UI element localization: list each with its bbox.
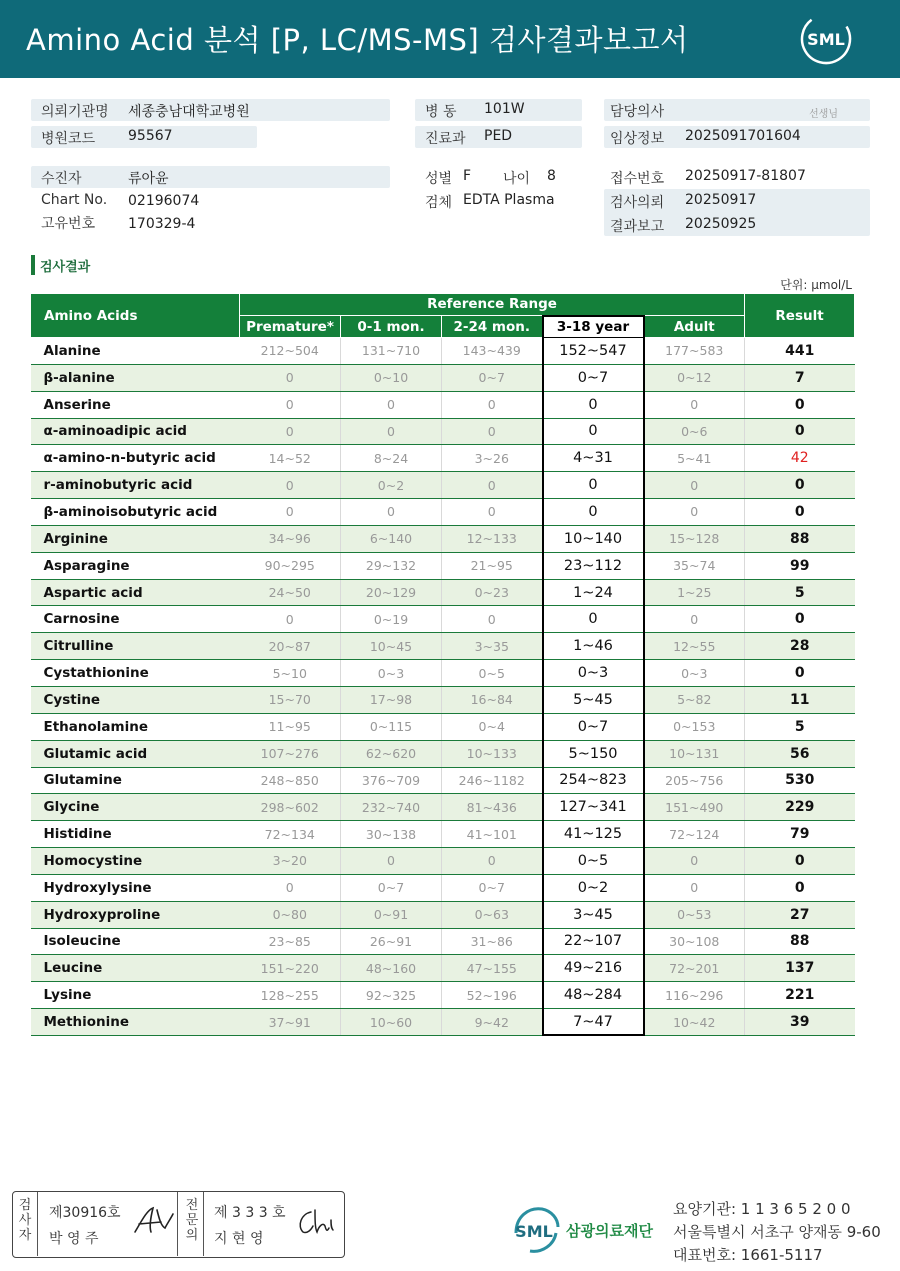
result-value: 0 xyxy=(745,606,855,633)
col-premature: Premature* xyxy=(240,316,341,338)
sex-label: 성별 xyxy=(425,171,453,187)
ref-range-adult: 72~201 xyxy=(644,955,745,982)
ref-range-adult: 30~108 xyxy=(644,928,745,955)
sign-divider-2 xyxy=(177,1192,178,1256)
col-adult: Adult xyxy=(644,316,745,338)
result-value: 99 xyxy=(745,552,855,579)
ref-range-premature: 128~255 xyxy=(240,982,341,1009)
table-row xyxy=(31,499,855,526)
amino-acid-name: β-alanine xyxy=(31,364,240,391)
ref-range-premature: 72~134 xyxy=(240,821,341,848)
org-phone: 대표번호: 1661-5117 xyxy=(673,1246,823,1264)
ref-range-adult: 10~131 xyxy=(644,740,745,767)
result-value: 0 xyxy=(745,874,855,901)
ref-range-y3_18: 23~112 xyxy=(543,552,644,579)
result-value: 0 xyxy=(745,848,855,875)
ref-range-m2_24: 0 xyxy=(442,472,543,499)
ref-range-m0_1: 10~45 xyxy=(341,633,442,660)
table-row xyxy=(31,955,855,982)
dept-value: PED xyxy=(484,128,513,144)
ref-range-premature: 5~10 xyxy=(240,660,341,687)
ref-range-m2_24: 10~133 xyxy=(442,740,543,767)
ref-range-m2_24: 0 xyxy=(442,499,543,526)
result-value: 530 xyxy=(745,767,855,794)
ref-range-m2_24: 9~42 xyxy=(442,1009,543,1036)
ref-range-m2_24: 52~196 xyxy=(442,982,543,1009)
ref-range-m2_24: 246~1182 xyxy=(442,767,543,794)
patient-bar xyxy=(31,166,390,188)
ref-range-m0_1: 131~710 xyxy=(341,338,442,365)
ref-range-m2_24: 31~86 xyxy=(442,928,543,955)
ref-range-y3_18: 48~284 xyxy=(543,982,644,1009)
ref-range-m0_1: 26~91 xyxy=(341,928,442,955)
amino-acid-name: Aspartic acid xyxy=(31,579,240,606)
sml-logo-icon xyxy=(800,13,852,65)
amino-acid-name: Glutamic acid xyxy=(31,740,240,767)
clinical-info-value: 2025091701604 xyxy=(685,128,801,144)
table-row xyxy=(31,606,855,633)
table-row xyxy=(31,821,855,848)
ref-range-m2_24: 81~436 xyxy=(442,794,543,821)
table-row xyxy=(31,525,855,552)
ref-range-y3_18: 0 xyxy=(543,472,644,499)
ref-range-m0_1: 8~24 xyxy=(341,445,442,472)
table-row xyxy=(31,901,855,928)
table-row xyxy=(31,767,855,794)
ref-range-y3_18: 0~7 xyxy=(543,713,644,740)
ref-range-m2_24: 0 xyxy=(442,606,543,633)
table-row xyxy=(31,928,855,955)
ref-range-adult: 5~82 xyxy=(644,686,745,713)
ref-range-adult: 0 xyxy=(644,472,745,499)
ref-range-m2_24: 3~35 xyxy=(442,633,543,660)
amino-acid-name: Glycine xyxy=(31,794,240,821)
unique-no-label: 고유번호 xyxy=(41,216,96,232)
ref-range-y3_18: 0 xyxy=(543,391,644,418)
result-value: 441 xyxy=(745,338,855,365)
ref-range-m2_24: 0~23 xyxy=(442,579,543,606)
result-value: 28 xyxy=(745,633,855,660)
col-3-18-year: 3-18 year xyxy=(543,316,644,338)
table-row xyxy=(31,445,855,472)
ref-range-adult: 177~583 xyxy=(644,338,745,365)
ref-range-premature: 34~96 xyxy=(240,525,341,552)
result-value: 0 xyxy=(745,660,855,687)
sex-value: F xyxy=(463,168,472,184)
ref-range-m0_1: 6~140 xyxy=(341,525,442,552)
amino-acid-name: r-aminobutyric acid xyxy=(31,472,240,499)
ref-range-m2_24: 143~439 xyxy=(442,338,543,365)
ref-range-adult: 12~55 xyxy=(644,633,745,660)
ref-range-y3_18: 49~216 xyxy=(543,955,644,982)
specimen-label: 검체 xyxy=(425,195,453,211)
unique-no-value: 170329-4 xyxy=(128,216,196,232)
ref-range-m2_24: 21~95 xyxy=(442,552,543,579)
ref-range-adult: 0~3 xyxy=(644,660,745,687)
amino-acid-name: Ethanolamine xyxy=(31,713,240,740)
table-row xyxy=(31,364,855,391)
doctor-suffix: 선생님 xyxy=(809,109,838,120)
report-value: 20250925 xyxy=(685,216,757,232)
patient-name-value: 류아윤 xyxy=(128,171,169,187)
ref-range-adult: 0~53 xyxy=(644,901,745,928)
ref-range-m0_1: 376~709 xyxy=(341,767,442,794)
ref-range-premature: 0 xyxy=(240,874,341,901)
amino-acid-name: Cystine xyxy=(31,686,240,713)
report-label: 결과보고 xyxy=(610,219,665,235)
ref-range-premature: 248~850 xyxy=(240,767,341,794)
table-row xyxy=(31,848,855,875)
unit-label: 단위: μmol/L xyxy=(780,278,852,292)
ref-range-y3_18: 254~823 xyxy=(543,767,644,794)
ward-label: 병 동 xyxy=(425,104,457,120)
ref-range-premature: 0 xyxy=(240,499,341,526)
doctor-label: 담당의사 xyxy=(610,104,665,120)
table-row xyxy=(31,794,855,821)
ref-range-premature: 0 xyxy=(240,606,341,633)
ref-range-adult: 0~6 xyxy=(644,418,745,445)
tester-license: 제30916호 xyxy=(49,1205,121,1221)
ref-range-m2_24: 0~7 xyxy=(442,874,543,901)
amino-acid-name: α-aminoadipic acid xyxy=(31,418,240,445)
result-value: 56 xyxy=(745,740,855,767)
table-row xyxy=(31,660,855,687)
amino-acid-name: Histidine xyxy=(31,821,240,848)
ref-range-premature: 151~220 xyxy=(240,955,341,982)
table-row xyxy=(31,982,855,1009)
specimen-value: EDTA Plasma xyxy=(463,192,555,208)
age-label: 나이 xyxy=(503,171,531,187)
amino-acid-name: Citrulline xyxy=(31,633,240,660)
ref-range-y3_18: 0~3 xyxy=(543,660,644,687)
ref-range-m2_24: 16~84 xyxy=(442,686,543,713)
ref-range-m0_1: 48~160 xyxy=(341,955,442,982)
result-value: 5 xyxy=(745,713,855,740)
receipt-value: 20250917-81807 xyxy=(685,168,806,184)
table-row xyxy=(31,338,855,365)
table-row xyxy=(31,686,855,713)
ref-range-m2_24: 0~4 xyxy=(442,713,543,740)
ref-range-premature: 107~276 xyxy=(240,740,341,767)
ward-value: 101W xyxy=(484,101,525,117)
ref-range-y3_18: 0~5 xyxy=(543,848,644,875)
ref-range-m0_1: 30~138 xyxy=(341,821,442,848)
dept-label: 진료과 xyxy=(425,131,466,147)
ref-range-m0_1: 10~60 xyxy=(341,1009,442,1036)
sign-divider xyxy=(37,1192,38,1256)
ref-range-adult: 5~41 xyxy=(644,445,745,472)
col-0-1-mon: 0-1 mon. xyxy=(341,316,442,338)
results-table-wrap xyxy=(30,293,854,1036)
ref-range-y3_18: 0~7 xyxy=(543,364,644,391)
ref-range-adult: 72~124 xyxy=(644,821,745,848)
tester-name: 박 영 주 xyxy=(49,1231,99,1247)
ref-range-premature: 0 xyxy=(240,418,341,445)
amino-acid-name: Methionine xyxy=(31,1009,240,1036)
request-label: 검사의뢰 xyxy=(610,195,665,211)
ref-range-adult: 0~12 xyxy=(644,364,745,391)
results-table xyxy=(30,293,855,1036)
ref-range-adult: 205~756 xyxy=(644,767,745,794)
section-title: 검사결과 xyxy=(40,260,91,275)
age-value: 8 xyxy=(547,168,556,184)
ref-range-m0_1: 17~98 xyxy=(341,686,442,713)
report-title: Amino Acid 분석 [P, LC/MS-MS] 검사결과보고서 xyxy=(26,23,689,57)
ref-range-y3_18: 0 xyxy=(543,606,644,633)
sml-logo-text: SML xyxy=(807,30,845,49)
ref-range-m2_24: 41~101 xyxy=(442,821,543,848)
ref-range-adult: 0 xyxy=(644,874,745,901)
ref-range-y3_18: 127~341 xyxy=(543,794,644,821)
result-value: 7 xyxy=(745,364,855,391)
col-2-24-mon: 2-24 mon. xyxy=(442,316,543,338)
ref-range-m0_1: 0 xyxy=(341,848,442,875)
table-row xyxy=(31,552,855,579)
ref-range-m0_1: 20~129 xyxy=(341,579,442,606)
amino-acid-name: β-aminoisobutyric acid xyxy=(31,499,240,526)
amino-acid-name: Anserine xyxy=(31,391,240,418)
ref-range-m2_24: 47~155 xyxy=(442,955,543,982)
amino-acid-name: Glutamine xyxy=(31,767,240,794)
col-result: Result xyxy=(745,294,855,338)
ref-range-premature: 0 xyxy=(240,391,341,418)
ref-range-premature: 23~85 xyxy=(240,928,341,955)
signature-box xyxy=(12,1191,345,1258)
ref-range-adult: 0 xyxy=(644,848,745,875)
amino-acid-name: Carnosine xyxy=(31,606,240,633)
clinical-info-label: 임상정보 xyxy=(610,131,665,147)
ref-range-adult: 1~25 xyxy=(644,579,745,606)
result-value: 0 xyxy=(745,472,855,499)
receipt-label: 접수번호 xyxy=(610,171,665,187)
ref-range-m0_1: 0~3 xyxy=(341,660,442,687)
sml-footer-logo-text: SML xyxy=(515,1222,553,1241)
ref-range-premature: 15~70 xyxy=(240,686,341,713)
tester-vertical-label: 검 사 자 xyxy=(18,1198,32,1243)
org-address: 서울특별시 서초구 양재동 9-60 xyxy=(673,1223,881,1241)
specialist-signature xyxy=(293,1206,339,1238)
institution-value: 세종충남대학교병원 xyxy=(128,104,250,120)
tester-signature xyxy=(131,1204,177,1238)
ref-range-y3_18: 0 xyxy=(543,499,644,526)
ref-range-y3_18: 3~45 xyxy=(543,901,644,928)
ref-range-m2_24: 0 xyxy=(442,391,543,418)
amino-acid-name: Homocystine xyxy=(31,848,240,875)
institution-label: 의뢰기관명 xyxy=(41,104,109,120)
ref-range-m0_1: 232~740 xyxy=(341,794,442,821)
result-value: 0 xyxy=(745,391,855,418)
ref-range-premature: 0 xyxy=(240,364,341,391)
specialist-vertical-label: 전 문 의 xyxy=(185,1198,199,1243)
report-header xyxy=(0,0,900,78)
ref-range-m0_1: 62~620 xyxy=(341,740,442,767)
ref-range-adult: 0 xyxy=(644,499,745,526)
ref-range-y3_18: 10~140 xyxy=(543,525,644,552)
ref-range-adult: 116~296 xyxy=(644,982,745,1009)
ref-range-m0_1: 0~115 xyxy=(341,713,442,740)
ref-range-adult: 0 xyxy=(644,391,745,418)
care-code: 요양기관: 1 1 3 6 5 2 0 0 xyxy=(673,1200,851,1218)
result-value: 229 xyxy=(745,794,855,821)
ref-range-m2_24: 0 xyxy=(442,848,543,875)
ref-range-m0_1: 0~7 xyxy=(341,874,442,901)
ref-range-m0_1: 0~91 xyxy=(341,901,442,928)
ref-range-premature: 0 xyxy=(240,472,341,499)
result-value: 11 xyxy=(745,686,855,713)
org-name: 삼광의료재단 xyxy=(566,1222,653,1240)
ref-range-m2_24: 0~5 xyxy=(442,660,543,687)
hospital-code-value: 95567 xyxy=(128,128,173,144)
ref-range-adult: 0 xyxy=(644,606,745,633)
ref-range-y3_18: 1~46 xyxy=(543,633,644,660)
ref-range-y3_18: 7~47 xyxy=(543,1009,644,1036)
amino-acid-name: Lysine xyxy=(31,982,240,1009)
col-amino-acids: Amino Acids xyxy=(31,294,240,338)
ref-range-y3_18: 152~547 xyxy=(543,338,644,365)
result-value: 79 xyxy=(745,821,855,848)
table-row xyxy=(31,1009,855,1036)
ref-range-adult: 15~128 xyxy=(644,525,745,552)
col-reference-range: Reference Range xyxy=(240,294,745,316)
chart-no-value: 02196074 xyxy=(128,193,200,209)
ref-range-m2_24: 0 xyxy=(442,418,543,445)
ref-range-adult: 0~153 xyxy=(644,713,745,740)
hospital-code-label: 병원코드 xyxy=(41,131,96,147)
result-value: 27 xyxy=(745,901,855,928)
ref-range-y3_18: 1~24 xyxy=(543,579,644,606)
patient-label: 수진자 xyxy=(41,171,82,187)
result-value: 42 xyxy=(745,445,855,472)
result-value: 5 xyxy=(745,579,855,606)
ref-range-y3_18: 0~2 xyxy=(543,874,644,901)
ref-range-y3_18: 0 xyxy=(543,418,644,445)
table-row xyxy=(31,472,855,499)
ref-range-m0_1: 0~19 xyxy=(341,606,442,633)
specialist-license: 제 3 3 3 호 xyxy=(214,1205,286,1221)
result-value: 88 xyxy=(745,928,855,955)
result-value: 39 xyxy=(745,1009,855,1036)
ref-range-y3_18: 22~107 xyxy=(543,928,644,955)
sml-footer-logo-icon xyxy=(510,1203,560,1255)
amino-acid-name: Asparagine xyxy=(31,552,240,579)
ref-range-m0_1: 29~132 xyxy=(341,552,442,579)
ref-range-premature: 0~80 xyxy=(240,901,341,928)
ref-range-y3_18: 4~31 xyxy=(543,445,644,472)
table-row xyxy=(31,713,855,740)
result-value: 137 xyxy=(745,955,855,982)
ref-range-m2_24: 3~26 xyxy=(442,445,543,472)
section-marker xyxy=(31,255,35,275)
ref-range-m2_24: 0~7 xyxy=(442,364,543,391)
ref-range-premature: 90~295 xyxy=(240,552,341,579)
chart-no-label: Chart No. xyxy=(41,192,108,208)
table-row xyxy=(31,391,855,418)
table-row xyxy=(31,740,855,767)
amino-acid-name: Leucine xyxy=(31,955,240,982)
ref-range-y3_18: 5~150 xyxy=(543,740,644,767)
ref-range-y3_18: 41~125 xyxy=(543,821,644,848)
specialist-name: 지 현 영 xyxy=(214,1231,264,1247)
result-value: 0 xyxy=(745,499,855,526)
ref-range-adult: 35~74 xyxy=(644,552,745,579)
amino-acid-name: Cystathionine xyxy=(31,660,240,687)
table-row xyxy=(31,418,855,445)
amino-acid-name: Isoleucine xyxy=(31,928,240,955)
result-value: 221 xyxy=(745,982,855,1009)
table-row xyxy=(31,633,855,660)
ref-range-premature: 20~87 xyxy=(240,633,341,660)
ref-range-m0_1: 92~325 xyxy=(341,982,442,1009)
ref-range-premature: 37~91 xyxy=(240,1009,341,1036)
table-row xyxy=(31,874,855,901)
result-value: 88 xyxy=(745,525,855,552)
ref-range-m0_1: 0 xyxy=(341,418,442,445)
amino-acid-name: Hydroxyproline xyxy=(31,901,240,928)
ref-range-m2_24: 0~63 xyxy=(442,901,543,928)
ref-range-m0_1: 0~10 xyxy=(341,364,442,391)
amino-acid-name: Alanine xyxy=(31,338,240,365)
ref-range-adult: 151~490 xyxy=(644,794,745,821)
ref-range-premature: 212~504 xyxy=(240,338,341,365)
ref-range-m2_24: 12~133 xyxy=(442,525,543,552)
ref-range-adult: 10~42 xyxy=(644,1009,745,1036)
ref-range-premature: 3~20 xyxy=(240,848,341,875)
sign-divider-3 xyxy=(203,1192,204,1256)
request-value: 20250917 xyxy=(685,192,757,208)
table-row xyxy=(31,579,855,606)
ref-range-m0_1: 0 xyxy=(341,499,442,526)
amino-acid-name: Hydroxylysine xyxy=(31,874,240,901)
ref-range-m0_1: 0 xyxy=(341,391,442,418)
result-value: 0 xyxy=(745,418,855,445)
amino-acid-name: α-amino-n-butyric acid xyxy=(31,445,240,472)
amino-acid-name: Arginine xyxy=(31,525,240,552)
ref-range-premature: 24~50 xyxy=(240,579,341,606)
ref-range-y3_18: 5~45 xyxy=(543,686,644,713)
ref-range-premature: 14~52 xyxy=(240,445,341,472)
ref-range-premature: 11~95 xyxy=(240,713,341,740)
ref-range-premature: 298~602 xyxy=(240,794,341,821)
ref-range-m0_1: 0~2 xyxy=(341,472,442,499)
